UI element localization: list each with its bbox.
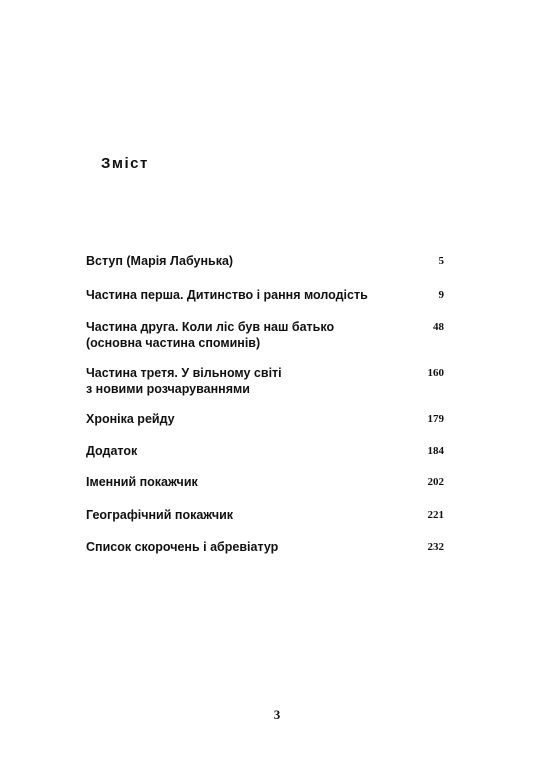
contents-heading: Зміст: [101, 155, 149, 172]
toc-entry-page: 9: [438, 289, 444, 301]
toc-entry-title: Іменний покажчик: [86, 475, 198, 489]
toc-entry-page: 48: [433, 321, 444, 333]
toc-entry-page: 160: [427, 367, 444, 379]
page-number: 3: [273, 707, 281, 722]
toc-entry-title: Частина перша. Дитинство і рання молодість: [86, 288, 368, 302]
toc-entry-page: 5: [438, 255, 444, 267]
toc-entry-page: 179: [427, 413, 444, 425]
toc-entry-page: 221: [427, 509, 444, 521]
toc-entry-title: Хроніка рейду: [86, 412, 175, 426]
toc-entry-page: 202: [427, 476, 444, 488]
toc-entry-title: Список скорочень і абревіатур: [86, 540, 279, 554]
toc-entry-page: 184: [427, 445, 444, 457]
toc-entry-title: Географічний покажчик: [86, 508, 234, 522]
toc-entry-page: 232: [427, 541, 444, 553]
toc-entry-title: Вступ (Марія Лабунька): [86, 254, 234, 268]
toc-entry-title-continuation: (основна частина споминів): [86, 336, 261, 350]
toc-entry-title: Частина третя. У вільному світі: [86, 366, 282, 380]
toc-entry-title-continuation: з новими розчаруваннями: [86, 382, 250, 396]
toc-entry-title: Додаток: [86, 444, 138, 458]
toc-entry-title: Частина друга. Коли ліс був наш батько: [86, 320, 335, 334]
